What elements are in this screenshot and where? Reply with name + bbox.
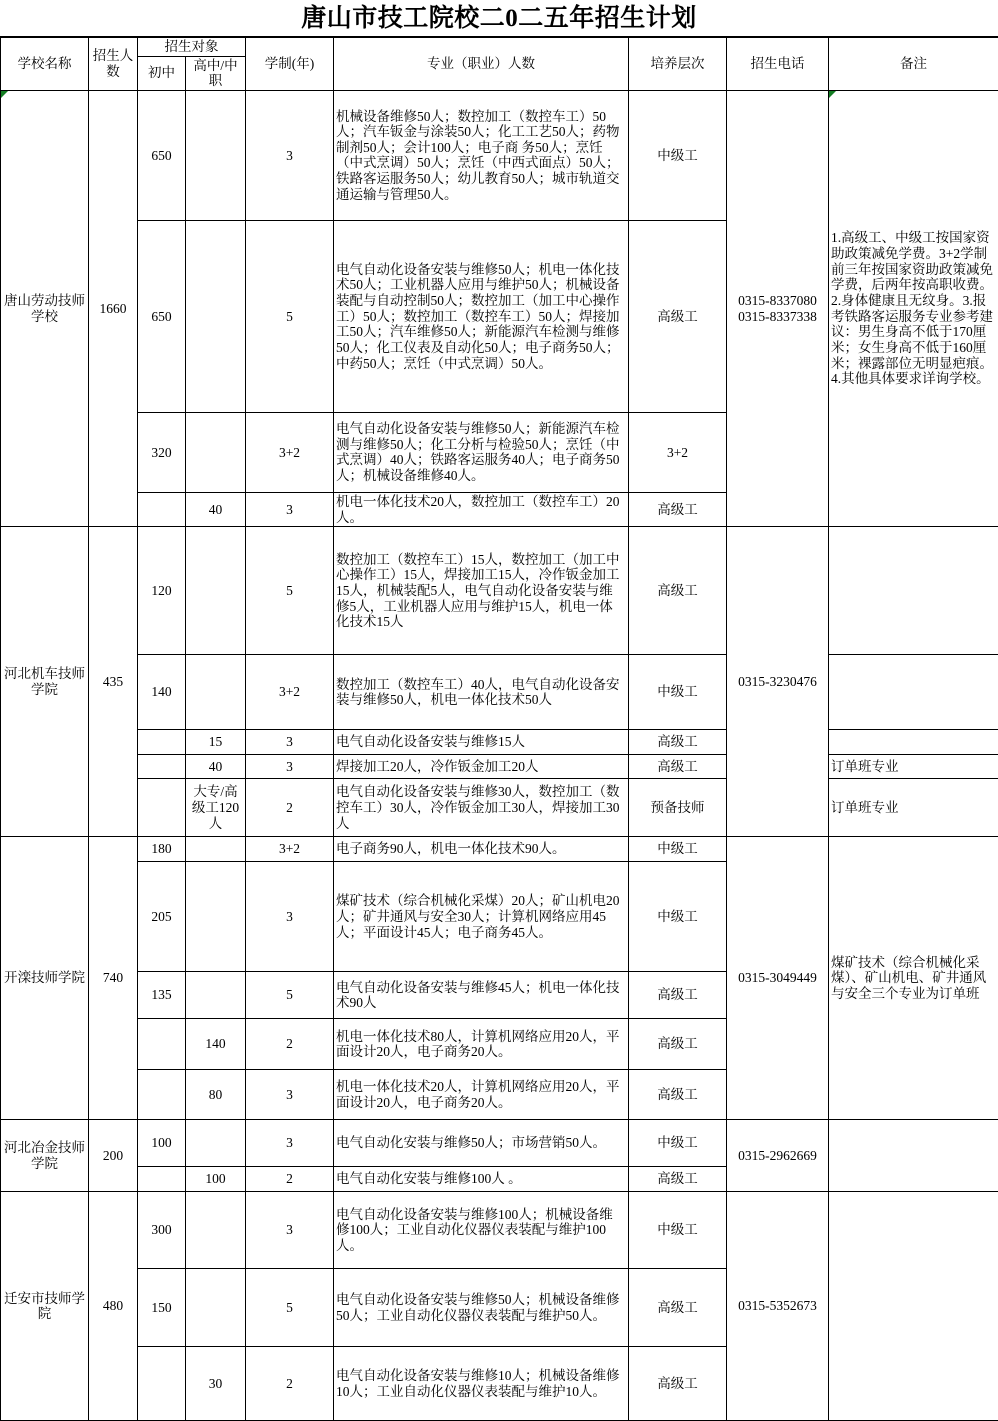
target-junior-cell: 205	[138, 862, 186, 972]
page-title: 唐山市技工院校二0二五年招生计划	[301, 6, 697, 31]
target-senior-cell: 40	[186, 755, 246, 779]
majors-cell: 机械设备维修50人；数控加工（数控车工）50人；汽车钣金与涂装50人；化工工艺50人；药物制剂50人；会计100人；电子商 务50人；烹饪（中式烹调）50人；烹饪（中西式面点）50人；铁路客运服务50人；幼儿教育50人；城市轨道交通运输与管理50人。	[334, 90, 629, 220]
level-cell: 高级工	[629, 1019, 727, 1070]
level-cell: 预备技师	[629, 779, 727, 837]
target-junior-cell: 300	[138, 1192, 186, 1269]
school-name-cell: 唐山劳动技师学校	[1, 90, 89, 526]
majors-cell: 电气自动化安装与维修50人；市场营销50人。	[334, 1120, 629, 1167]
duration-cell: 5	[246, 220, 334, 412]
remark-cell: 订单班专业	[829, 755, 998, 779]
target-junior-cell: 180	[138, 837, 186, 862]
remark-cell: 订单班专业	[829, 779, 998, 837]
table-row	[1, 1120, 998, 1167]
target-senior-cell	[186, 972, 246, 1019]
duration-cell: 2	[246, 779, 334, 837]
target-senior-cell: 80	[186, 1070, 246, 1120]
target-junior-cell	[138, 492, 186, 526]
majors-cell: 电气自动化安装与维修100人 。	[334, 1167, 629, 1192]
majors-cell: 数控加工（数控车工）15人，数控加工（加工中心操作工）15人，焊接加工15人，冷作钣金加工15人，机械装配5人，电气自动化设备安装与维修5人，工业机器人应用与维护15人，机电一体化技术15人	[334, 527, 629, 655]
target-senior-cell: 140	[186, 1019, 246, 1070]
majors-cell: 电子商务90人，机电一体化技术90人。	[334, 837, 629, 862]
level-cell: 高级工	[629, 1070, 727, 1120]
school-name-cell: 河北冶金技师学院	[1, 1120, 89, 1192]
target-senior-cell	[186, 655, 246, 730]
header-duration: 学制(年)	[246, 37, 334, 90]
table-header	[1, 37, 998, 90]
phone-cell: 0315-2962669	[727, 1120, 829, 1192]
level-cell: 中级工	[629, 837, 727, 862]
target-junior-cell: 120	[138, 527, 186, 655]
duration-cell: 3	[246, 1120, 334, 1167]
target-senior-cell: 30	[186, 1347, 246, 1421]
school-name-cell: 开滦技师学院	[1, 837, 89, 1120]
header-target-senior: 高中/中职	[186, 56, 246, 90]
majors-cell: 电气自动化设备安装与维修100人；机械设备维修100人；工业自动化仪器仪表装配与维护100人。	[334, 1192, 629, 1269]
target-senior-cell	[186, 527, 246, 655]
header-school-name: 学校名称	[1, 37, 89, 90]
duration-cell: 3	[246, 1070, 334, 1120]
target-junior-cell	[138, 1167, 186, 1192]
remark-cell	[829, 1192, 998, 1421]
majors-cell: 焊接加工20人，冷作钣金加工20人	[334, 755, 629, 779]
phone-cell: 0315-5352673	[727, 1192, 829, 1421]
target-junior-cell	[138, 730, 186, 755]
level-cell: 中级工	[629, 655, 727, 730]
duration-cell: 2	[246, 1347, 334, 1421]
header-enroll-target: 招生对象	[138, 37, 246, 56]
header-enroll-count: 招生人数	[89, 37, 138, 90]
majors-cell: 数控加工（数控车工）40人，电气自动化设备安装与维修50人，机电一体化技术50人	[334, 655, 629, 730]
enrollment-plan-table	[0, 36, 998, 1421]
school-total-cell: 480	[89, 1192, 138, 1421]
table-row	[1, 779, 998, 837]
remark-cell	[829, 1120, 998, 1192]
level-cell: 高级工	[629, 492, 727, 526]
level-cell: 中级工	[629, 90, 727, 220]
header-majors: 专业（职业）人数	[334, 37, 629, 90]
majors-cell: 机电一体化技术80人，计算机网络应用20人，平面设计20人，电子商务20人。	[334, 1019, 629, 1070]
duration-cell: 5	[246, 1269, 334, 1347]
school-name-cell: 迁安市技师学院	[1, 1192, 89, 1421]
majors-cell: 电气自动化设备安装与维修50人；新能源汽车检测与维修50人；化工分析与检验50人；烹饪（中式烹调）40人；铁路客运服务40人；电子商务50人；机械设备维修40人。	[334, 412, 629, 492]
remark-cell: 1.高级工、中级工按国家资助政策减免学费。3+2学制前三年按国家资助政策减免学费，后两年按高职收费。2.身体健康且无纹身。3.报考铁路客运服务专业参考建议：男生身高不低于170厘米；女生身高不低于160厘米；裸露部位无明显疤痕。4.其他具体要求详询学校。	[829, 90, 998, 526]
phone-cell: 0315-8337080 0315-8337338	[727, 90, 829, 526]
target-senior-cell: 100	[186, 1167, 246, 1192]
target-senior-cell	[186, 1192, 246, 1269]
level-cell: 中级工	[629, 862, 727, 972]
level-cell: 高级工	[629, 1347, 727, 1421]
duration-cell: 3	[246, 862, 334, 972]
target-junior-cell: 650	[138, 220, 186, 412]
target-senior-cell: 40	[186, 492, 246, 526]
phone-cell: 0315-3230476	[727, 527, 829, 837]
duration-cell: 3	[246, 730, 334, 755]
level-cell: 中级工	[629, 1192, 727, 1269]
majors-cell: 机电一体化技术20人，数控加工（数控车工）20人。	[334, 492, 629, 526]
level-cell: 高级工	[629, 755, 727, 779]
level-cell: 3+2	[629, 412, 727, 492]
header-row-1	[1, 37, 998, 56]
level-cell: 高级工	[629, 1269, 727, 1347]
majors-cell: 电气自动化设备安装与维修30人，数控加工（数控车工）30人，冷作钣金加工30人，焊接加工30人	[334, 779, 629, 837]
majors-cell: 机电一体化技术20人，计算机网络应用20人，平面设计20人，电子商务20人。	[334, 1070, 629, 1120]
target-junior-cell: 140	[138, 655, 186, 730]
target-junior-cell: 150	[138, 1269, 186, 1347]
majors-cell: 电气自动化设备安装与维修50人；机械设备维修50人；工业自动化仪器仪表装配与维护50人。	[334, 1269, 629, 1347]
table-row	[1, 730, 998, 755]
level-cell: 高级工	[629, 220, 727, 412]
school-total-cell: 200	[89, 1120, 138, 1192]
duration-cell: 5	[246, 527, 334, 655]
duration-cell: 3	[246, 492, 334, 526]
duration-cell: 2	[246, 1167, 334, 1192]
duration-cell: 3	[246, 1192, 334, 1269]
remark-cell	[829, 527, 998, 655]
target-senior-cell: 大专/高级工120人	[186, 779, 246, 837]
phone-cell: 0315-3049449	[727, 837, 829, 1120]
duration-cell: 2	[246, 1019, 334, 1070]
table-row	[1, 90, 998, 220]
header-phone: 招生电话	[727, 37, 829, 90]
target-junior-cell: 135	[138, 972, 186, 1019]
target-junior-cell	[138, 1347, 186, 1421]
school-total-cell: 435	[89, 527, 138, 837]
level-cell: 中级工	[629, 1120, 727, 1167]
remark-cell	[829, 655, 998, 730]
duration-cell: 3+2	[246, 412, 334, 492]
target-senior-cell	[186, 862, 246, 972]
target-senior-cell	[186, 837, 246, 862]
majors-cell: 电气自动化设备安装与维修15人	[334, 730, 629, 755]
target-senior-cell: 15	[186, 730, 246, 755]
header-remark: 备注	[829, 37, 998, 90]
remark-cell	[829, 730, 998, 755]
target-senior-cell	[186, 1120, 246, 1167]
header-level: 培养层次	[629, 37, 727, 90]
duration-cell: 3+2	[246, 655, 334, 730]
table-row	[1, 527, 998, 655]
duration-cell: 5	[246, 972, 334, 1019]
table-row	[1, 755, 998, 779]
target-junior-cell	[138, 755, 186, 779]
header-target-junior: 初中	[138, 56, 186, 90]
target-junior-cell	[138, 1070, 186, 1120]
target-junior-cell	[138, 779, 186, 837]
duration-cell: 3	[246, 90, 334, 220]
table-body	[1, 90, 998, 1420]
majors-cell: 煤矿技术（综合机械化采煤）20人；矿山机电20人；矿井通风与安全30人；计算机网络应用45人；平面设计45人；电子商务45人。	[334, 862, 629, 972]
target-senior-cell	[186, 220, 246, 412]
level-cell: 高级工	[629, 730, 727, 755]
target-senior-cell	[186, 1269, 246, 1347]
majors-cell: 电气自动化设备安装与维修45人；机电一体化技术90人	[334, 972, 629, 1019]
target-senior-cell	[186, 90, 246, 220]
level-cell: 高级工	[629, 527, 727, 655]
duration-cell: 3	[246, 755, 334, 779]
table-row	[1, 655, 998, 730]
school-name-cell: 河北机车技师学院	[1, 527, 89, 837]
majors-cell: 电气自动化设备安装与维修10人；机械设备维修10人；工业自动化仪器仪表装配与维护10人。	[334, 1347, 629, 1421]
table-row	[1, 837, 998, 862]
school-total-cell: 1660	[89, 90, 138, 526]
target-junior-cell: 650	[138, 90, 186, 220]
target-junior-cell: 100	[138, 1120, 186, 1167]
school-total-cell: 740	[89, 837, 138, 1120]
document-title-bar	[0, 0, 998, 36]
target-junior-cell	[138, 1019, 186, 1070]
majors-cell: 电气自动化设备安装与维修50人；机电一体化技术50人；工业机器人应用与维护50人；机械设备装配与自动控制50人；数控加工（加工中心操作工）50人；数控加工（数控车工）50人；焊接加工50人；汽车维修50人；新能源汽车检测与维修50人；化工仪表及自动化50人；电子商务50人；中药50人；烹饪（中式烹调）50人。	[334, 220, 629, 412]
duration-cell: 3+2	[246, 837, 334, 862]
target-junior-cell: 320	[138, 412, 186, 492]
table-row	[1, 1192, 998, 1269]
target-senior-cell	[186, 412, 246, 492]
remark-cell: 煤矿技术（综合机械化采煤）、矿山机电、矿井通风与安全三个专业为订单班	[829, 837, 998, 1120]
level-cell: 高级工	[629, 972, 727, 1019]
level-cell: 高级工	[629, 1167, 727, 1192]
